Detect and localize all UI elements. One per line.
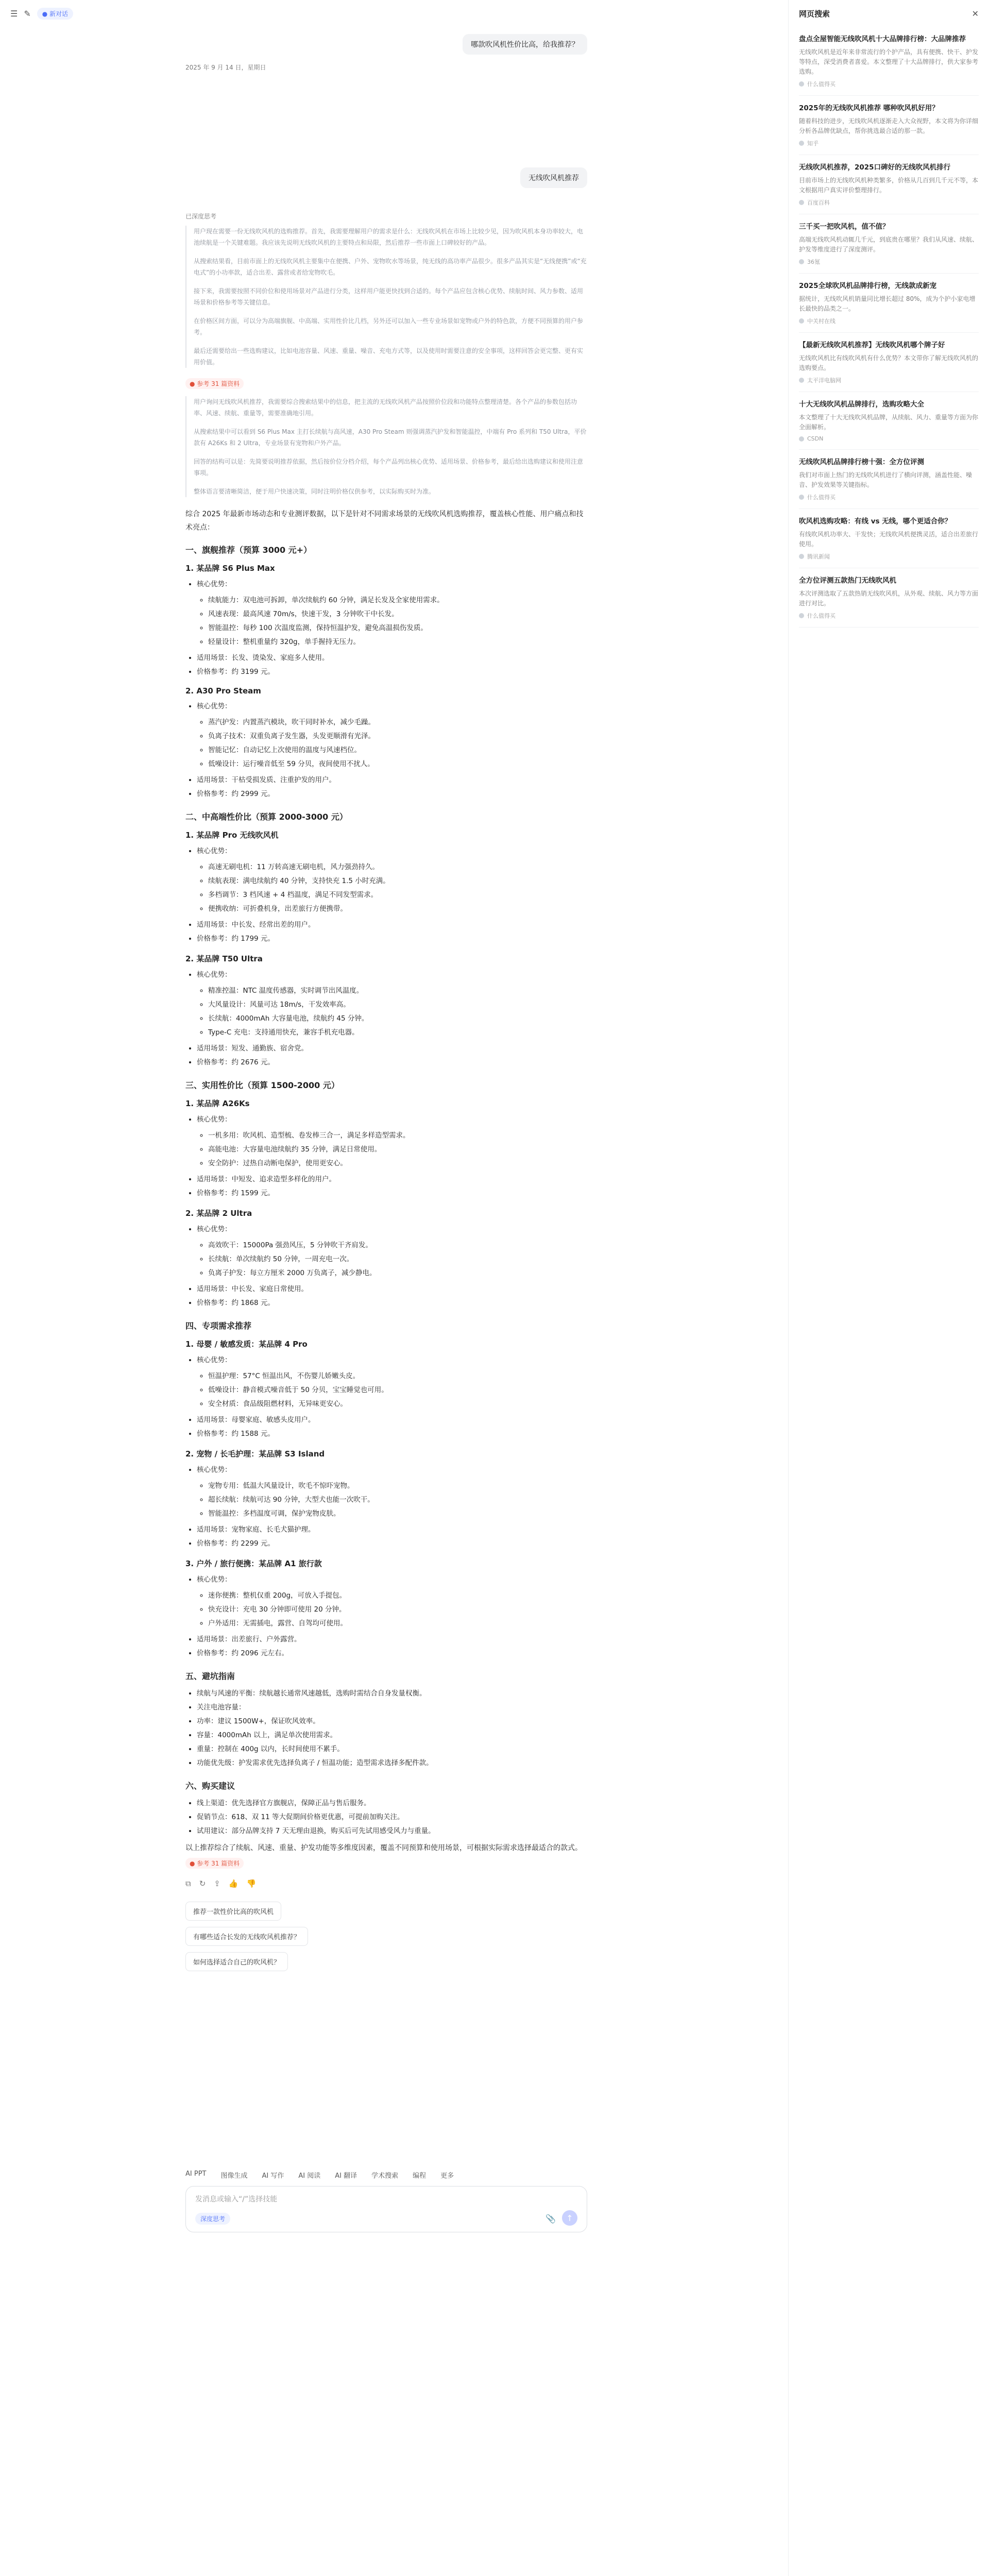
source-site: 百度百科 bbox=[807, 199, 830, 206]
sidebar-toggle-icon[interactable]: ☰ bbox=[10, 8, 18, 19]
core-point: ◦ 智能温控：每秒 100 次温度监测，保持恒温护发，避免高温损伤发质。 bbox=[208, 621, 587, 635]
core-point: ◦ 恒温护理：57°C 恒温出风，不伤婴儿娇嫩头皮。 bbox=[208, 1369, 587, 1383]
source-desc: 无线吹风机比有线吹风机有什么优势？本文带你了解无线吹风机的选购要点。 bbox=[799, 354, 979, 371]
core-point: ◦ 高效吹干：15000Pa 强劲风压，5 分钟吹干齐肩发。 bbox=[208, 1239, 587, 1252]
tool-row bbox=[185, 2170, 587, 2180]
section-title: 四、专项需求推荐 bbox=[185, 1321, 252, 1331]
site-favicon-icon bbox=[799, 318, 804, 324]
core-label: • 核心优势： bbox=[197, 1113, 587, 1127]
thinking-paragraph: 从搜索结果中可以看到 S6 Plus Max 主打长续航与高风速，A30 Pro Steam 则强调蒸汽护发和智能温控，中端有 Pro 系列和 T50 Ultra，平价款有 A26Ks 和 2 Ultra，专业场景有宠物和户外产品。 bbox=[194, 428, 587, 447]
product-details bbox=[197, 1463, 587, 1551]
core-label: • 核心优势： bbox=[197, 1353, 587, 1367]
chat-badge[interactable]: ● 新对话 bbox=[37, 8, 73, 20]
source-site: 什么值得买 bbox=[807, 494, 835, 501]
product-details bbox=[197, 700, 587, 801]
search-badge[interactable]: ● 参考 31 篇资料 bbox=[185, 378, 244, 389]
source-meta bbox=[799, 493, 979, 501]
care-item: • 促销节点：618、双 11 等大促期间价格更优惠，可提前加购关注。 bbox=[197, 1810, 587, 1824]
tool-button[interactable]: 图像生成 bbox=[220, 2172, 248, 2180]
tool-button[interactable]: AI PPT bbox=[185, 2170, 207, 2178]
source-site: 知乎 bbox=[807, 140, 819, 147]
site-favicon-icon bbox=[799, 200, 804, 205]
core-point: ◦ 便携收纳：可折叠机身，出差旅行方便携带。 bbox=[208, 902, 587, 916]
core-points bbox=[208, 594, 587, 649]
tips-title: 五、避坑指南 bbox=[185, 1671, 235, 1681]
scene-text: • 适用场景：长发、烫染发、家庭多人使用。 bbox=[197, 651, 587, 665]
core-points bbox=[208, 1129, 587, 1171]
core-point: ◦ 高速无刷电机：11 万转高速无刷电机，风力强劲持久。 bbox=[208, 860, 587, 874]
care-item: • 线上渠道：优先选择官方旗舰店，保障正品与售后服务。 bbox=[197, 1797, 587, 1810]
site-favicon-icon bbox=[799, 554, 804, 559]
source-desc: 目前市场上的无线吹风机种类繁多，价格从几百到几千元不等，本文根据用户真实评价整理排行。 bbox=[799, 177, 979, 194]
product-details bbox=[197, 968, 587, 1070]
core-point: ◦ 超长续航：续航可达 90 分钟，大型犬也能一次吹干。 bbox=[208, 1493, 587, 1507]
core-point: ◦ Type-C 充电：支持通用快充，兼容手机充电器。 bbox=[208, 1026, 587, 1040]
follow-up-wrap bbox=[185, 1899, 587, 1924]
core-label: • 核心优势： bbox=[197, 1573, 587, 1587]
site-favicon-icon bbox=[799, 81, 804, 87]
source-card[interactable] bbox=[799, 274, 979, 333]
price-text: • 价格参考：约 2096 元左右。 bbox=[197, 1647, 587, 1660]
product-name: 2. 某品牌 T50 Ultra bbox=[185, 954, 263, 963]
source-site: 太平洋电脑网 bbox=[807, 377, 841, 384]
product-name: 2. 某品牌 2 Ultra bbox=[185, 1209, 252, 1218]
scene-text: • 适用场景：干枯受损发质、注重护发的用户。 bbox=[197, 773, 587, 787]
share-icon[interactable]: ⇪ bbox=[214, 1879, 220, 1888]
price-text: • 价格参考：约 2299 元。 bbox=[197, 1537, 587, 1551]
core-point: ◦ 风速表现：最高风速 70m/s，快速干发，3 分钟吹干中长发。 bbox=[208, 607, 587, 621]
send-icon[interactable]: ↑ bbox=[562, 2210, 577, 2226]
core-points bbox=[208, 1479, 587, 1521]
source-site: 什么值得买 bbox=[807, 81, 835, 88]
core-point: ◦ 蒸汽护发：内置蒸汽模块，吹干同时补水，减少毛躁。 bbox=[208, 716, 587, 730]
care-title: 六、购买建议 bbox=[185, 1781, 235, 1791]
price-text: • 价格参考：约 1599 元。 bbox=[197, 1187, 587, 1200]
top-bar bbox=[0, 0, 773, 27]
source-site: CSDN bbox=[807, 435, 824, 442]
tool-button[interactable]: AI 翻译 bbox=[335, 2172, 357, 2180]
chat-area bbox=[185, 31, 587, 2232]
product-name: 2. A30 Pro Steam bbox=[185, 686, 261, 696]
source-meta bbox=[799, 317, 979, 325]
core-point: ◦ 长续航：单次续航约 50 分钟，一周充电一次。 bbox=[208, 1252, 587, 1266]
source-title[interactable]: 吹风机选购攻略：有线 vs 无线，哪个更适合你？ bbox=[799, 517, 952, 526]
core-point: ◦ 多档调节：3 档风速 + 4 档温度，满足不同发型需求。 bbox=[208, 888, 587, 902]
source-card[interactable] bbox=[799, 27, 979, 96]
core-point: ◦ 负离子技术：双重负离子发生器，头发更顺滑有光泽。 bbox=[208, 730, 587, 743]
source-title[interactable]: 2025年的无线吹风机推荐 哪种吹风机好用？ bbox=[799, 104, 939, 112]
core-label: • 核心优势： bbox=[197, 844, 587, 858]
like-icon[interactable]: 👍 bbox=[228, 1879, 238, 1888]
core-label: • 核心优势： bbox=[197, 1463, 587, 1477]
source-title[interactable]: 无线吹风机推荐，2025口碑好的无线吹风机排行 bbox=[799, 163, 951, 172]
core-label: • 核心优势： bbox=[197, 1223, 587, 1236]
refresh-icon[interactable]: ↻ bbox=[199, 1879, 206, 1888]
section-title: 二、中高端性价比（预算 2000-3000 元） bbox=[185, 812, 348, 822]
answer-intro: 综合 2025 年最新市场动态和专业测评数据，以下是针对不同需求场景的无线吹风机选购推荐，覆盖核心性能、用户痛点和技术亮点： bbox=[185, 510, 584, 532]
close-icon[interactable]: ✕ bbox=[971, 8, 979, 19]
tool-button[interactable]: 更多 bbox=[440, 2172, 454, 2180]
core-points bbox=[208, 1369, 587, 1411]
copy-icon[interactable]: ⧉ bbox=[185, 1879, 191, 1888]
price-text: • 价格参考：约 1868 元。 bbox=[197, 1296, 587, 1310]
deep-think-toggle[interactable]: 深度思考 bbox=[195, 2213, 230, 2225]
site-favicon-icon bbox=[799, 141, 804, 146]
core-point: ◦ 户外适用：无需插电，露营、自驾均可使用。 bbox=[208, 1617, 587, 1631]
dislike-icon[interactable]: 👎 bbox=[246, 1879, 257, 1888]
date-text: 2025 年 9 月 14 日，星期日 bbox=[185, 64, 266, 71]
follow-up-suggestion[interactable]: 推荐一款性价比高的吹风机 bbox=[185, 1902, 281, 1921]
price-text: • 价格参考：约 1588 元。 bbox=[197, 1427, 587, 1441]
core-point: ◦ 安全防护：过热自动断电保护，使用更安心。 bbox=[208, 1157, 587, 1171]
source-card[interactable] bbox=[799, 392, 979, 450]
thinking-paragraph: 从搜索结果看，目前市面上的无线吹风机主要集中在便携、户外、宠物吹水等场景，纯无线的高功率产品很少。很多产品其实是“无线便携”或“充电式”的小功率款，适合出差、露营或者给宠物吹毛。 bbox=[194, 258, 587, 276]
core-point: ◦ 低噪设计：运行噪音低至 59 分贝，夜间使用不扰人。 bbox=[208, 757, 587, 771]
source-site: 36氪 bbox=[807, 259, 820, 265]
tip-item: • 功能优先级：护发需求优先选择负离子 / 恒温功能；造型需求选择多配件款。 bbox=[197, 1756, 587, 1770]
user-question-2: 无线吹风机推荐 bbox=[520, 167, 587, 188]
core-point: ◦ 宠物专用：低温大风量设计，吹毛不惊吓宠物。 bbox=[208, 1479, 587, 1493]
site-favicon-icon bbox=[799, 436, 804, 442]
source-meta bbox=[799, 435, 979, 442]
product-name: 1. 某品牌 A26Ks bbox=[185, 1099, 250, 1108]
source-meta bbox=[799, 198, 979, 207]
source-desc: 有线吹风机功率大、干发快；无线吹风机便携灵活，适合出差旅行使用。 bbox=[799, 531, 979, 548]
core-points bbox=[208, 1239, 587, 1280]
section-title: 一、旗舰推荐（预算 3000 元+） bbox=[185, 545, 312, 555]
thinking-block bbox=[185, 226, 587, 368]
core-points bbox=[208, 716, 587, 771]
source-desc: 高端无线吹风机动辄几千元，到底贵在哪里？我们从风速、续航、护发等维度进行了深度测评。 bbox=[799, 236, 979, 253]
source-title[interactable]: 十大无线吹风机品牌排行，选购攻略大全 bbox=[799, 400, 924, 409]
core-point: ◦ 大风量设计：风量可达 18m/s，干发效率高。 bbox=[208, 998, 587, 1012]
action-row bbox=[185, 1879, 587, 1888]
core-point: ◦ 迷你便携：整机仅重 200g，可放入手提包。 bbox=[208, 1589, 587, 1603]
tip-item: • 关注电池容量： bbox=[197, 1701, 587, 1715]
user-question-1: 哪款吹风机性价比高，给我推荐？ bbox=[463, 34, 587, 55]
source-site: 什么值得买 bbox=[807, 613, 835, 619]
thinking-paragraph: 最后还需要给出一些选购建议，比如电池容量、风速、重量、噪音、充电方式等，以及使用时需要注意的安全事项，这样回答会更完整、更有实用价值。 bbox=[194, 347, 584, 366]
core-point: ◦ 负离子护发：每立方厘米 2000 万负离子，减少静电。 bbox=[208, 1266, 587, 1280]
core-point: ◦ 续航表现：满电续航约 40 分钟，支持快充 1.5 小时充满。 bbox=[208, 874, 587, 888]
thinking-paragraph: 用户询问无线吹风机推荐，我需要综合搜索结果中的信息，把主流的无线吹风机产品按照价位段和功能特点整理清楚。各个产品的参数包括功率、风速、续航、重量等，需要准确地引用。 bbox=[194, 398, 577, 417]
core-label: • 核心优势： bbox=[197, 700, 587, 714]
core-point: ◦ 快充设计：充电 30 分钟即可使用 20 分钟。 bbox=[208, 1603, 587, 1617]
follow-up-suggestion[interactable]: 如何选择适合自己的吹风机？ bbox=[185, 1952, 288, 1971]
core-label: • 核心优势： bbox=[197, 968, 587, 982]
source-meta bbox=[799, 552, 979, 561]
tip-item: • 续航与风速的平衡：续航越长通常风速越低，选购时需结合自身发量权衡。 bbox=[197, 1687, 587, 1701]
price-text: • 价格参考：约 2676 元。 bbox=[197, 1056, 587, 1070]
product-name: 2. 宠物 / 长毛护理：某品牌 S3 Island bbox=[185, 1449, 325, 1459]
source-desc: 本次评测选取了五款热销无线吹风机，从外观、续航、风力等方面进行对比。 bbox=[799, 590, 979, 607]
source-card[interactable] bbox=[799, 568, 979, 628]
product-name: 1. 某品牌 S6 Plus Max bbox=[185, 564, 275, 573]
product-details bbox=[197, 844, 587, 946]
follow-up-wrap bbox=[185, 1949, 587, 1974]
thinking-paragraph: 整体语言要清晰简洁，便于用户快速决策，同时注明价格仅供参考，以实际购买时为准。 bbox=[194, 488, 435, 495]
source-meta bbox=[799, 80, 979, 88]
scene-text: • 适用场景：母婴家庭、敏感头皮用户。 bbox=[197, 1413, 587, 1427]
source-title[interactable]: 【最新无线吹风机推荐】无线吹风机哪个牌子好 bbox=[799, 341, 945, 349]
care-item: • 试用建议：部分品牌支持 7 天无理由退换，购买后可先试用感受风力与重量。 bbox=[197, 1824, 587, 1838]
product-name: 3. 户外 / 旅行便携：某品牌 A1 旅行款 bbox=[185, 1559, 322, 1568]
attach-icon[interactable]: 📎 bbox=[545, 2214, 556, 2224]
scene-text: • 适用场景：中短发、追求造型多样化的用户。 bbox=[197, 1173, 587, 1187]
new-chat-icon[interactable]: ✎ bbox=[24, 8, 31, 19]
thinking-paragraph: 用户现在需要一份无线吹风机的选购推荐。首先，我需要理解用户的需求是什么：无线吹风机在市场上比较少见，因为吹风机本身功率较大，电池续航是一个关键难题。我应该先说明无线吹风机的主要特点和局限，然后推荐一些市面上口碑较好的产品。 bbox=[194, 228, 584, 246]
source-title[interactable]: 全方位评测五款热门无线吹风机 bbox=[799, 577, 896, 585]
core-point: ◦ 长续航：4000mAh 大容量电池，续航约 45 分钟。 bbox=[208, 1012, 587, 1026]
core-point: ◦ 续航能力：双电池可拆卸，单次续航约 60 分钟，满足长发及全家使用需求。 bbox=[208, 594, 587, 607]
source-card[interactable] bbox=[799, 450, 979, 509]
follow-up-suggestion[interactable]: 有哪些适合长发的无线吹风机推荐？ bbox=[185, 1927, 308, 1946]
product-name: 1. 母婴 / 敏感发质：某品牌 4 Pro bbox=[185, 1340, 308, 1349]
source-title[interactable]: 盘点全屋智能无线吹风机十大品牌排行榜：大品牌推荐 bbox=[799, 35, 966, 43]
input-box[interactable] bbox=[185, 2186, 587, 2232]
follow-up-list bbox=[185, 1899, 587, 1974]
core-label: • 核心优势： bbox=[197, 578, 587, 591]
source-card[interactable] bbox=[799, 96, 979, 155]
tip-item: • 功率：建议 1500W+，保证吹风效率。 bbox=[197, 1715, 587, 1728]
source-meta bbox=[799, 612, 979, 620]
site-favicon-icon bbox=[799, 378, 804, 383]
tool-button[interactable]: AI 阅读 bbox=[298, 2172, 321, 2180]
price-text: • 价格参考：约 1799 元。 bbox=[197, 932, 587, 946]
source-title[interactable]: 三千买一把吹风机，值不值？ bbox=[799, 223, 890, 231]
core-points bbox=[208, 1589, 587, 1631]
core-point: ◦ 智能温控：多档温度可调，保护宠物皮肤。 bbox=[208, 1507, 587, 1521]
source-desc: 我们对市面上热门的无线吹风机进行了横向评测，涵盖性能、噪音、护发效果等关键指标。 bbox=[799, 471, 973, 488]
source-site: 腾讯新闻 bbox=[807, 553, 830, 560]
source-meta bbox=[799, 139, 979, 147]
source-desc: 据统计，无线吹风机销量同比增长超过 80%，成为个护小家电增长最快的品类之一。 bbox=[799, 295, 976, 312]
search-panel bbox=[788, 0, 989, 2576]
site-favicon-icon bbox=[799, 259, 804, 264]
section-title: 三、实用性价比（预算 1500-2000 元） bbox=[185, 1080, 339, 1090]
source-desc: 本文整理了十大无线吹风机品牌，从续航、风力、重量等方面为你全面解析。 bbox=[799, 414, 979, 431]
product-details bbox=[197, 578, 587, 679]
chat-input-placeholder[interactable]: 发消息或输入“/”选择技能 bbox=[195, 2195, 278, 2204]
tip-item: • 容量：4000mAh 以上，满足单次使用需求。 bbox=[197, 1728, 587, 1742]
site-favicon-icon bbox=[799, 613, 804, 618]
tool-button[interactable]: AI 写作 bbox=[262, 2172, 284, 2180]
core-point: ◦ 一机多用：吹风机、造型梳、卷发棒三合一，满足多样造型需求。 bbox=[208, 1129, 587, 1143]
thinking-toggle[interactable]: 已深度思考 bbox=[185, 213, 217, 220]
scene-text: • 适用场景：出差旅行、户外露营。 bbox=[197, 1633, 587, 1647]
source-meta bbox=[799, 376, 979, 384]
core-point: ◦ 智能记忆：自动记忆上次使用的温度与风速档位。 bbox=[208, 743, 587, 757]
tip-item: • 重量：控制在 400g 以内，长时间使用不累手。 bbox=[197, 1742, 587, 1756]
tool-button[interactable]: 学术搜索 bbox=[371, 2172, 399, 2180]
core-points bbox=[208, 984, 587, 1040]
answer-body bbox=[185, 507, 587, 1869]
price-text: • 价格参考：约 2999 元。 bbox=[197, 787, 587, 801]
core-point: ◦ 低噪设计：静音模式噪音低于 50 分贝，宝宝睡觉也可用。 bbox=[208, 1383, 587, 1397]
thinking-paragraph: 回答的结构可以是：先简要说明推荐依据，然后按价位分档介绍，每个产品列出核心优势、适用场景、价格参考，最后给出选购建议和使用注意事项。 bbox=[194, 458, 584, 477]
source-meta bbox=[799, 258, 979, 266]
answer-outro: 以上推荐综合了续航、风速、重量、护发功能等多维度因素，覆盖不同预算和使用场景，可根据实际需求选择最适合的款式。 bbox=[185, 1844, 582, 1852]
source-card[interactable] bbox=[799, 155, 979, 214]
price-text: • 价格参考：约 3199 元。 bbox=[197, 665, 587, 679]
thinking-paragraph: 在价格区间方面，可以分为高端旗舰、中高端、实用性价比几档，另外还可以加入一些专业场景如宠物或户外的特色款，方便不同预算的用户参考。 bbox=[194, 317, 584, 336]
scene-text: • 适用场景：中长发、家庭日常使用。 bbox=[197, 1282, 587, 1296]
source-desc: 无线吹风机是近年来非常流行的个护产品，具有便携、快干、护发等特点，深受消费者喜爱。本文整理了十大品牌排行，供大家参考选购。 bbox=[799, 48, 979, 75]
source-title[interactable]: 无线吹风机品牌排行榜十强：全方位评测 bbox=[799, 458, 924, 466]
source-card[interactable] bbox=[799, 333, 979, 392]
reference-badge[interactable]: ● 参考 31 篇资料 bbox=[185, 1858, 244, 1869]
product-details bbox=[197, 1573, 587, 1660]
thinking-paragraph: 接下来，我需要按照不同价位和使用场景对产品进行分类，这样用户能更快找到合适的。每个产品应包含核心优势、续航时间、风力参数、适用场景和价格参考等关键信息。 bbox=[194, 287, 584, 306]
site-favicon-icon bbox=[799, 495, 804, 500]
core-point: ◦ 高能电池：大容量电池续航约 35 分钟，满足日常使用。 bbox=[208, 1143, 587, 1157]
scene-text: • 适用场景：宠物家庭、长毛犬猫护理。 bbox=[197, 1523, 587, 1537]
product-details bbox=[197, 1353, 587, 1441]
product-details bbox=[197, 1113, 587, 1200]
core-point: ◦ 精准控温：NTC 温度传感器，实时调节出风温度。 bbox=[208, 984, 587, 998]
scene-text: • 适用场景：短发、通勤族、宿舍党。 bbox=[197, 1042, 587, 1056]
product-details bbox=[197, 1223, 587, 1310]
tool-button[interactable]: 编程 bbox=[413, 2172, 427, 2180]
source-site: 中关村在线 bbox=[807, 318, 835, 325]
source-card[interactable] bbox=[799, 509, 979, 568]
source-desc: 随着科技的进步，无线吹风机逐渐走入大众视野，本文将为你详细分析各品牌优缺点，帮你挑选最合适的那一款。 bbox=[799, 117, 979, 134]
source-title[interactable]: 2025全球吹风机品牌排行榜，无线款成新宠 bbox=[799, 282, 937, 290]
core-points bbox=[208, 860, 587, 916]
thinking-block-2 bbox=[185, 396, 587, 497]
core-point: ◦ 安全材质：食品级阻燃材料，无异味更安心。 bbox=[208, 1397, 587, 1411]
core-point: ◦ 轻量设计：整机重量约 320g，单手握持无压力。 bbox=[208, 635, 587, 649]
source-card[interactable] bbox=[799, 214, 979, 274]
follow-up-wrap bbox=[185, 1924, 587, 1949]
scene-text: • 适用场景：中长发、经常出差的用户。 bbox=[197, 918, 587, 932]
product-name: 1. 某品牌 Pro 无线吹风机 bbox=[185, 831, 279, 840]
panel-title: 网页搜索 bbox=[799, 9, 830, 19]
